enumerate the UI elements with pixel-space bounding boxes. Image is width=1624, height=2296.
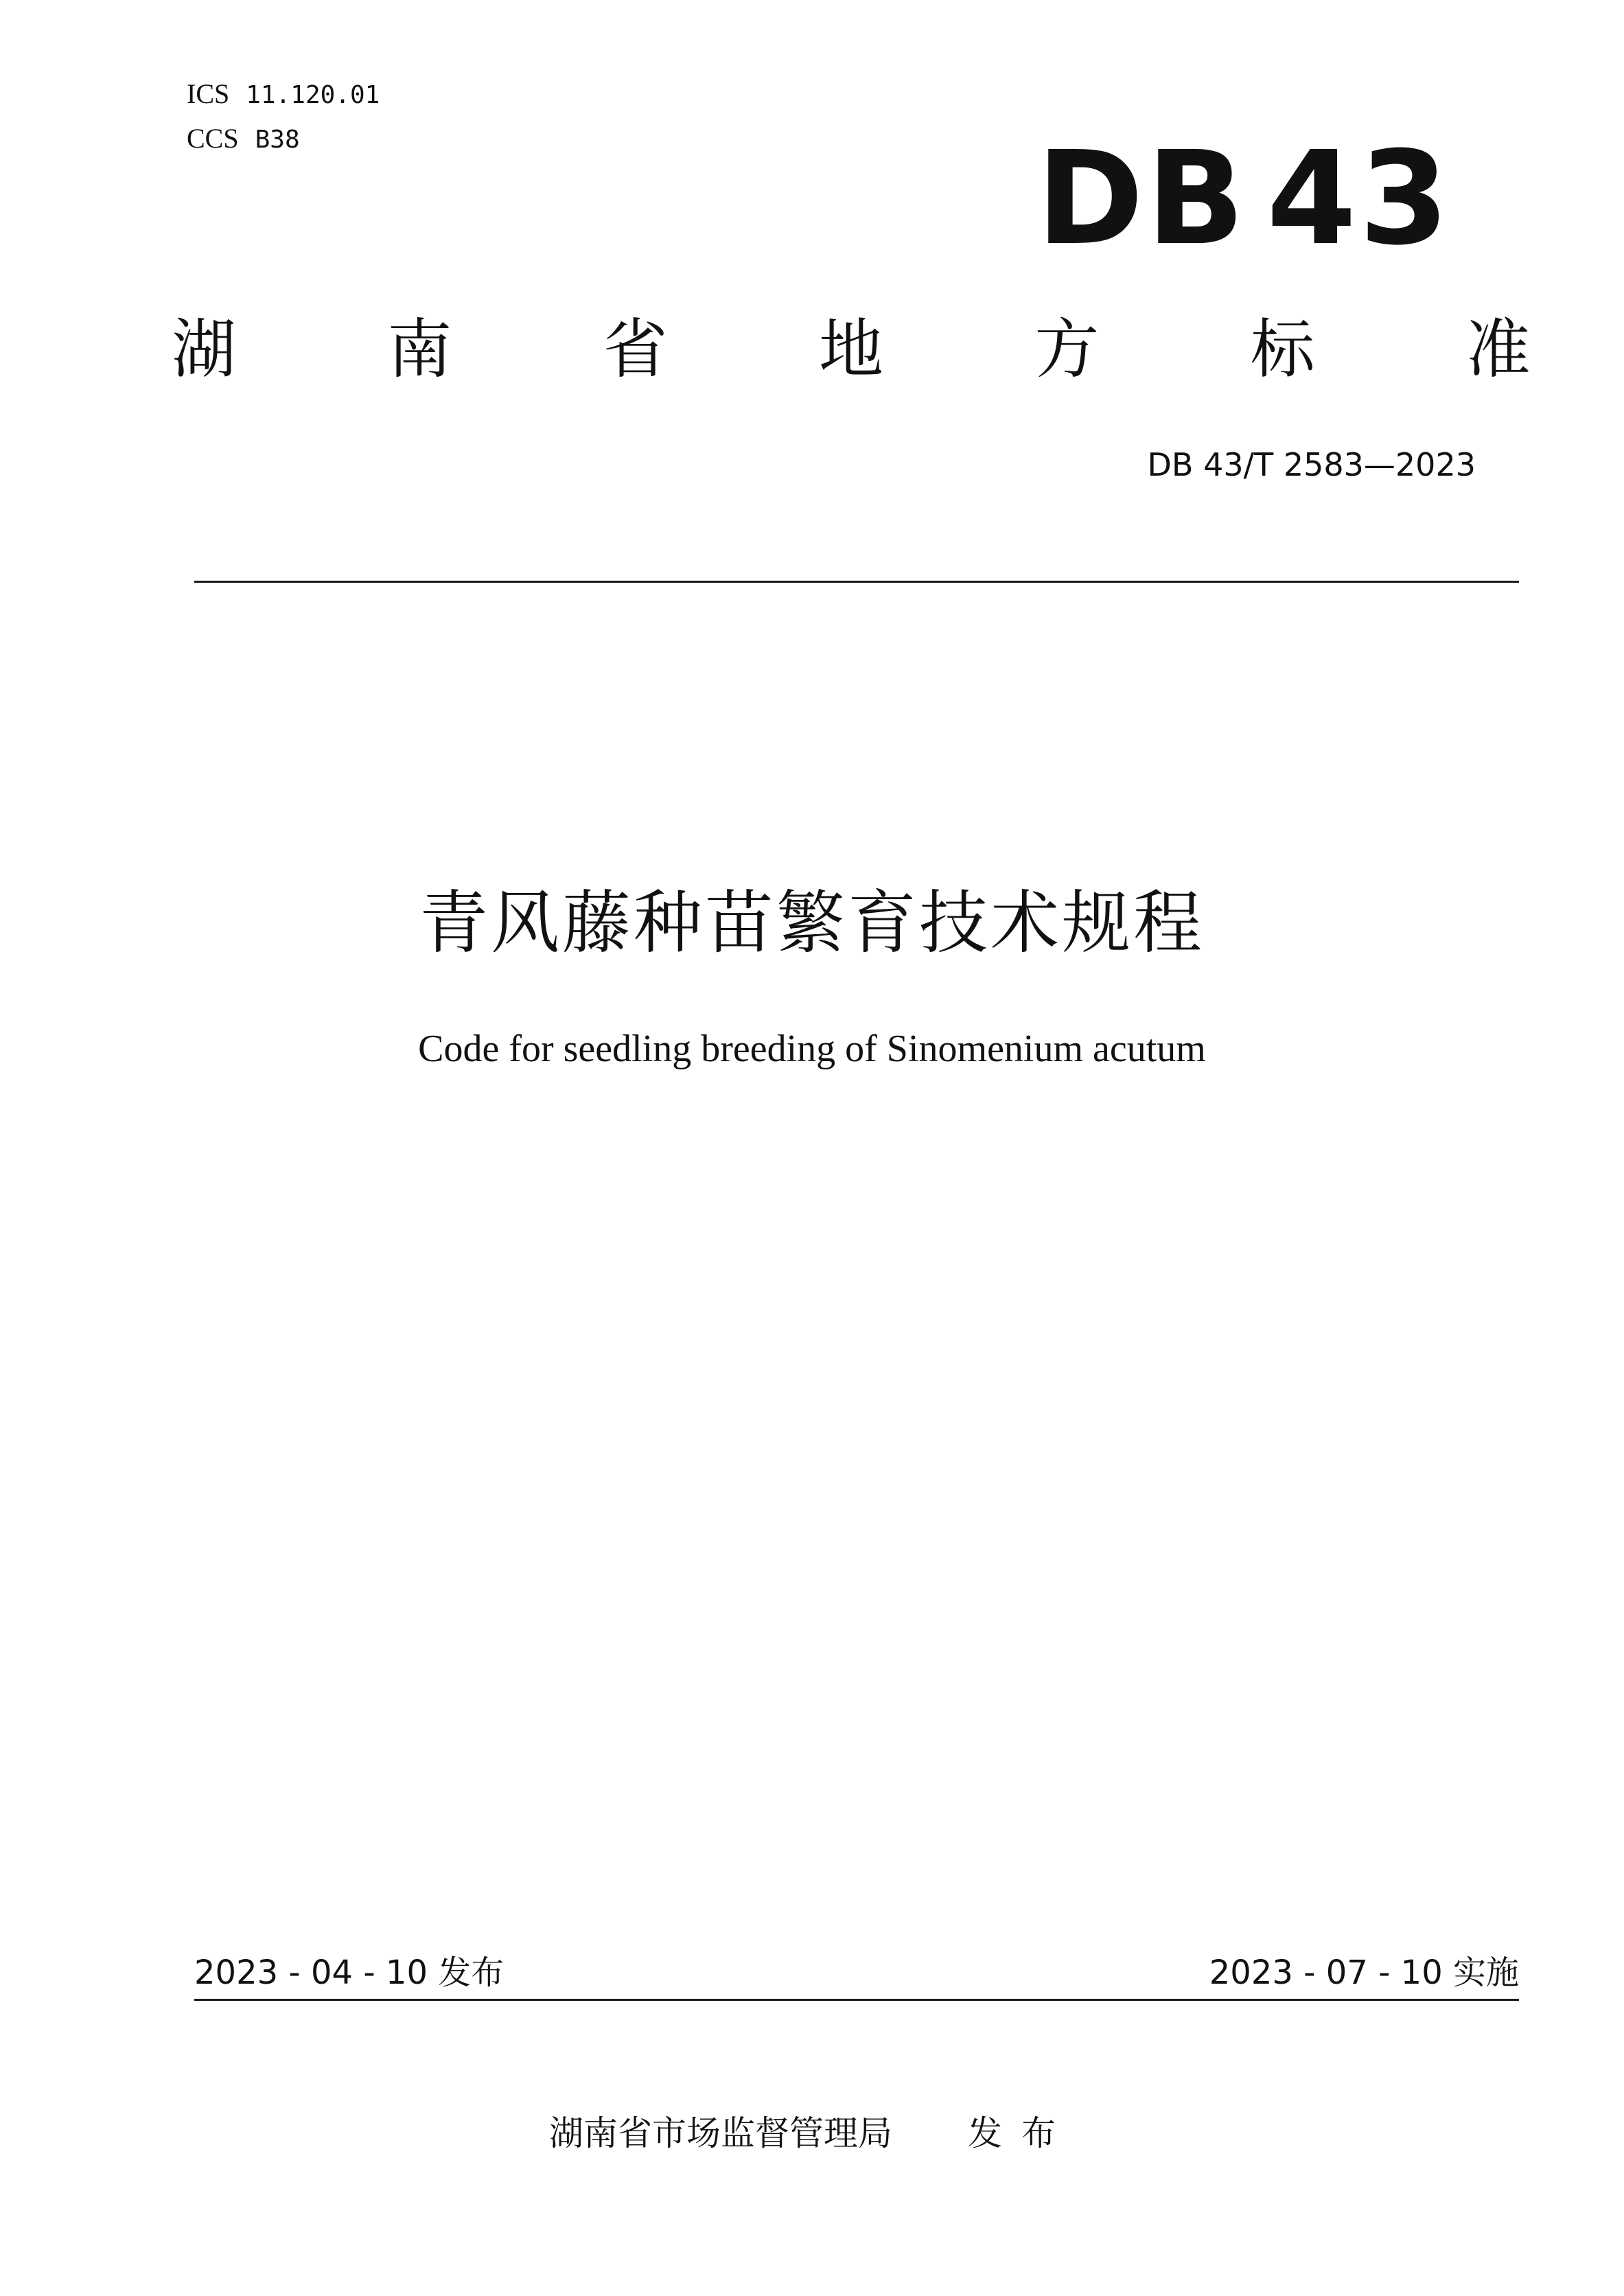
- publisher-name: 湖南省市场监督管理局: [549, 2113, 892, 2153]
- standard-type-char: 准: [1465, 312, 1531, 387]
- logo-number: 43: [1266, 124, 1452, 274]
- ccs-code: [187, 125, 300, 152]
- document-title-zh: 青风藤种苗繁育技术规程: [419, 883, 1205, 963]
- bottom-divider: [194, 1999, 1519, 2001]
- top-divider: [194, 581, 1519, 583]
- ics-value: 11.120.01: [246, 81, 380, 109]
- publisher-action: 发布: [968, 2113, 1075, 2153]
- ics-label: ICS: [187, 78, 230, 109]
- standard-type-char: 南: [387, 312, 452, 387]
- standard-number: DB 43/T 2583—2023: [1147, 446, 1476, 483]
- ccs-label: CCS: [187, 123, 239, 154]
- standard-type-char: 省: [603, 312, 668, 387]
- db43-logo: [1036, 124, 1452, 274]
- standard-type-char: 湖: [172, 312, 237, 387]
- standard-type-heading: [172, 314, 1531, 385]
- publisher-line: [0, 2106, 1624, 2155]
- ics-code: [187, 80, 380, 108]
- logo-letters: DB: [1036, 124, 1248, 274]
- standard-type-char: 标: [1250, 312, 1315, 387]
- standard-type-char: 方: [1034, 312, 1100, 387]
- document-title-en: Code for seedling breeding of Sinomenium acutum: [418, 1028, 1206, 1070]
- standard-type-char: 地: [818, 312, 883, 387]
- implementation-date: 2023 - 07 - 10 实施: [1209, 1953, 1519, 1992]
- ccs-value: B38: [255, 126, 300, 154]
- issue-date: 2023 - 04 - 10 发布: [194, 1953, 504, 1992]
